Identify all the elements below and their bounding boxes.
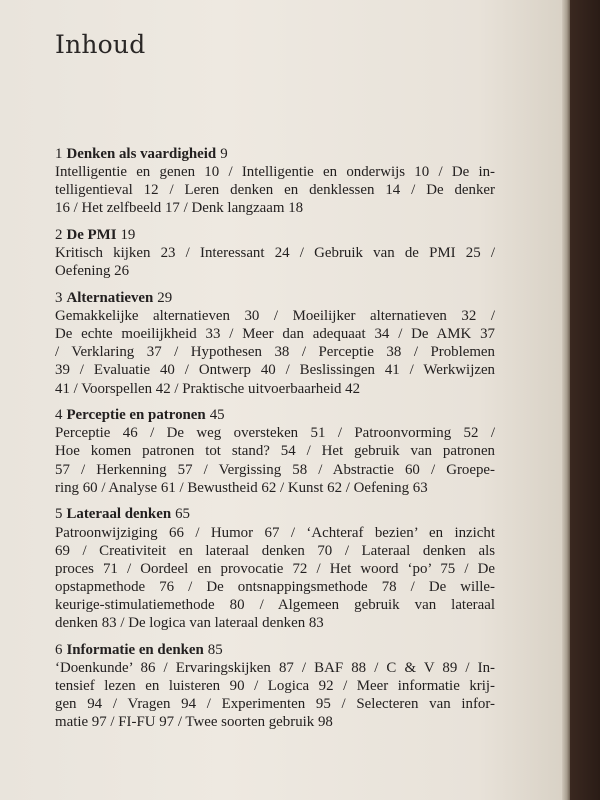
chapter-heading	[55, 226, 495, 244]
chapter-number: 5	[55, 506, 63, 523]
section-list-line: opstapmethode 76 / De ontsnappingsmethode 78 / De wille-	[55, 578, 495, 595]
section-list-line: 57 / Herkenning 57 / Vergissing 58 / Abstractie 60 / Groepe-	[55, 461, 495, 478]
section-list-line: / Verklaring 37 / Hypothesen 38 / Perceptie 38 / Problemen	[55, 344, 495, 361]
chapter-heading	[55, 505, 495, 523]
section-list-line: 41 / Voorspellen 42 / Praktische uitvoerbaarheid 42	[55, 380, 361, 397]
section-list-line: Oefening 26	[55, 263, 130, 280]
chapter-page-number: 65	[175, 506, 190, 523]
section-list-line: ring 60 / Analyse 61 / Bewustheid 62 / Kunst 62 / Oefening 63	[55, 479, 428, 496]
chapter-title: Informatie en denken	[66, 641, 204, 658]
chapter-number: 4	[55, 407, 63, 424]
section-list-line: Hoe komen patronen tot stand? 54 / Het gebruik van patronen	[55, 443, 495, 460]
chapter-number: 1	[55, 146, 63, 162]
chapter-heading	[55, 406, 495, 424]
chapter-title: De PMI	[66, 227, 117, 244]
chapter-number: 2	[55, 227, 63, 244]
section-list-line: telligentieval 12 / Leren denken en denklessen 14 / De denker	[55, 182, 495, 199]
chapter-title: Lateraal denken	[66, 506, 172, 523]
chapter-page-number: 29	[157, 290, 173, 307]
chapter-title: Denken als vaardigheid	[66, 146, 217, 162]
section-list-line: tensief lezen en luisteren 90 / Logica 92 / Meer informatie krij-	[55, 677, 495, 694]
page-title: Inhoud	[55, 30, 146, 59]
chapter-page-number: 45	[209, 407, 225, 424]
section-list-line: 16 / Het zelfbeeld 17 / Denk langzaam 18	[55, 200, 304, 217]
chapter-number: 6	[55, 641, 63, 658]
section-list-line: 69 / Creativiteit en lateraal denken 70 / Lateraal denken als	[55, 542, 495, 559]
section-list-line: proces 71 / Oordeel en provocatie 72 / Het woord ‘po’ 75 / De	[55, 560, 495, 577]
page-edge	[562, 0, 570, 800]
chapter-entry	[55, 641, 495, 731]
section-list-line: matie 97 / FI-FU 97 / Twee soorten gebruik 98	[55, 714, 333, 731]
chapter-title: Alternatieven	[66, 290, 154, 307]
section-list-line: Perceptie 46 / De weg oversteken 51 / Patroonvorming 52 /	[55, 425, 495, 442]
chapter-entry	[55, 145, 495, 217]
chapter-heading	[55, 641, 495, 659]
chapter-entry	[55, 505, 495, 632]
section-list-line: 39 / Evaluatie 40 / Ontwerp 40 / Beslissingen 41 / Werkwijzen	[55, 362, 495, 379]
chapter-page-number: 9	[220, 146, 228, 162]
chapter-title: Perceptie en patronen	[66, 407, 206, 424]
chapter-entry	[55, 406, 495, 496]
section-list-line: ‘Doenkunde’ 86 / Ervaringskijken 87 / BAF 88 / C & V 89 / In-	[55, 659, 495, 676]
section-list-line: Patroonwijziging 66 / Humor 67 / ‘Achteraf bezien’ en inzicht	[55, 524, 495, 541]
section-list-line: keurige-stimulatiemethode 80 / Algemeen gebruik van lateraal	[55, 596, 495, 613]
chapter-page-number: 85	[207, 641, 223, 658]
chapter-entry	[55, 289, 495, 398]
table-of-contents	[55, 145, 495, 740]
section-list-line: denken 83 / De logica van lateraal denken 83	[55, 615, 324, 631]
chapter-heading	[55, 289, 495, 307]
chapter-entry	[55, 226, 495, 280]
section-list-line: Intelligentie en genen 10 / Intelligentie en onderwijs 10 / De in-	[55, 164, 495, 181]
section-list-line: De echte moeilijkheid 33 / Meer dan adequaat 34 / De AMK 37	[55, 326, 495, 343]
section-list-line: Kritisch kijken 23 / Interessant 24 / Gebruik van de PMI 25 /	[55, 245, 495, 262]
book-cover-edge	[570, 0, 600, 800]
chapter-heading	[55, 145, 495, 163]
chapter-page-number: 19	[120, 227, 136, 244]
section-list-line: Gemakkelijke alternatieven 30 / Moeilijker alternatieven 32 /	[55, 308, 495, 325]
chapter-number: 3	[55, 290, 63, 307]
section-list-line: gen 94 / Vragen 94 / Experimenten 95 / Selecteren van infor-	[55, 696, 495, 713]
